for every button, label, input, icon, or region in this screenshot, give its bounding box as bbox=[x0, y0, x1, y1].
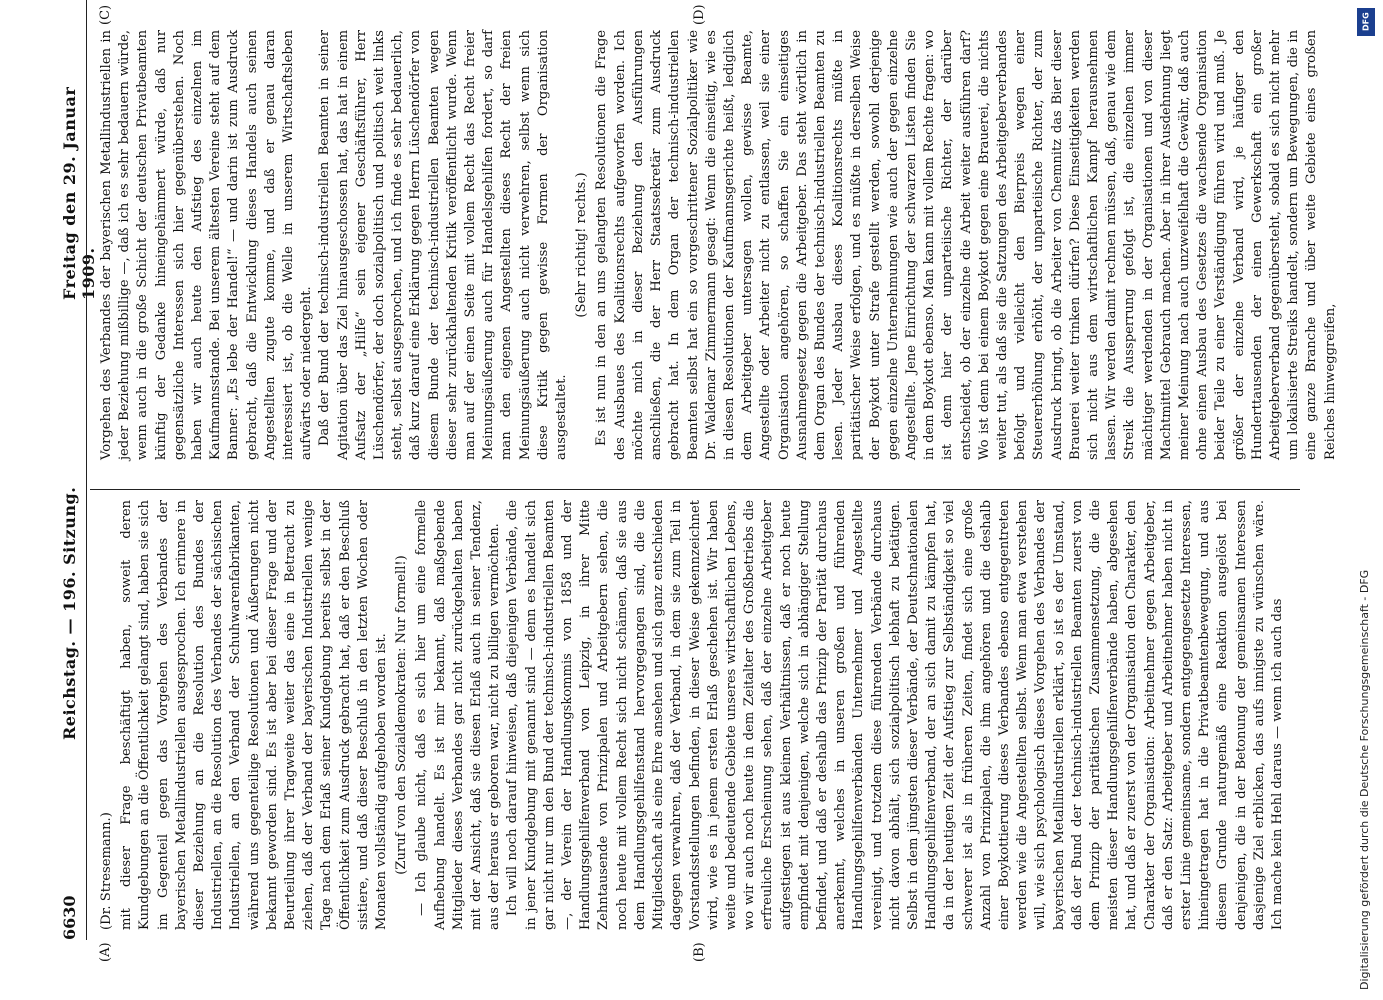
speaker-label: (Dr. Stresemann.) bbox=[99, 812, 114, 930]
header-rule bbox=[86, 0, 87, 940]
session-title: Reichstag. — 196. Sitzung. bbox=[60, 486, 79, 740]
dfg-logo: DFG bbox=[1357, 8, 1375, 36]
paragraph: Ich will noch darauf hinweisen, daß diejenigen Verbände, die in jener Kundgebung mit genannt sind — denn es handelt sich gar nicht nur um den Bund der technisch-industriellen Beamten —, der Verein der Handlungskommis von 1858 und der Handlungsgehilfenverband von Leipzig, in ihrer Mitte Zehntausende von Prinzipalen und Arbeitgebern sehen, die noch heute mit vollem Recht sich nicht schämen, daß sie aus dem Handlungsgehilfenstand hervorgegangen sind, die die Mitgliedschaft als eine Ehre ansehen und sich ganz entschieden dagegen verwahren, daß der Verband, in dem sie zum Teil in Vorstandsstellungen befinden, in dieser Weise gekennzeichnet wird, wie es in jenem ersten Erlaß geschehen ist. Wir haben weite und bedeutende Gebiete unseres wirtschaftlichen Lebens, wo wir auch noch heute in dem Zeitalter des Großbetriebs die erfreuliche Erscheinung sehen, daß der einzelne Arbeitgeber aufgestiegen ist aus kleinen Verhältnissen, daß er noch heute empfindet mit denjenigen, welche sich in abhängiger Stellung befindet, und daß er deshalb das Prinzip der Parität durchaus anerkennt, welches in unseren großen und führenden Handlungsgehilfenverbänden Unternehmer und Angestellte vereinigt, und trotzdem diese führenden Verbände durchaus nicht davon abhält, sich sozialpolitisch lebhaft zu betätigen. Selbst in dem jüngsten dieser Verbände, der Deutschnationalen Handlungsgehilfenverband, der an sich damit zu kämpfen hat, da in der heutigen Zeit der Aufstieg zur Selbständigkeit so viel schwerer ist als in früheren Zeiten, findet sich eine große Anzahl von Prinzipalen, die ihm angehören und die deshalb einer Boykottierung dieses Verbandes ebenso entgegentreten werden wie die Angestellten selbst. Wenn man etwa verstehen will, wie sich psychologisch dieses Vorgehen des Verbandes der bayerischen Metallindustriellen erklärt, so ist es der Umstand, daß der Bund der technisch-industriellen Beamten zuerst von dem Prinzip der paritätischen Zusammensetzung, die die meisten dieser Handlungsgehilfenverbände haben, abgesehen hat, und daß er zuerst von der Organisation den Charakter, den Charakter der Organisation: Arbeitnehmer gegen Arbeitgeber, daß er den Satz: Arbeitgeber und Arbeitnehmer haben nicht in erster Linie gemeinsame, sondern entgegengesetzte Interessen, hineingetragen hat in die Privatbeamtenbewegung, und aus diesem Grunde naturgemäß eine Reaktion ausgelöst bei denjenigen, die in der Betonung der gemeinsamen Interessen dasjenige Ziel erblicken, das aufs innigste zu wünschen wäre. Ich mache kein Hehl daraus — wenn ich auch das bbox=[505, 500, 1285, 930]
interjection: (Zuruf von den Sozialdemokraten: Nur formell!) bbox=[394, 555, 410, 875]
interjection: (Sehr richtig! rechts.) bbox=[574, 172, 590, 318]
paragraph: mit dieser Frage beschäftigt haben, soweit deren Kundgebungen an die Öffentlichkeit gelangt sind, haben sie sich im Gegenteil gegen das Vorgehen des Verbandes der bayerischen Metallindustriellen ausgesprochen. Ich erinnere in dieser Beziehung an die Resolution des Bundes der Industriellen, an die Resolution des Verbandes der sächsischen Industriellen, an den Verband der Schuhwarenfabrikanten, während uns gegenteilige Resolutionen und Äußerungen nicht bekannt geworden sind. Es ist aber bei dieser Frage und der Beurteilung ihrer Tragweite weiter das eine in Betracht zu ziehen, daß der Verband der bayerischen Industriellen wenige Tage nach dem Erlaß seiner Kundgebung bereits selbst in der Öffentlichkeit zum Ausdruck gebracht hat, daß er den Beschluß sistiere, und daß dieser Beschluß in den letzten Wochen oder Monaten vollständig aufgehoben worden ist. bbox=[119, 500, 390, 930]
page-header bbox=[58, 60, 98, 940]
margin-marker-d: (D) bbox=[692, 4, 707, 25]
margin-marker-a: (A) bbox=[98, 942, 113, 962]
column-divider bbox=[90, 489, 1300, 490]
margin-marker-c: (C) bbox=[98, 4, 113, 25]
paragraph: Es ist nun in den an uns gelangten Resolutionen die Frage des Ausbaues des Koalitionsrechts aufgeworfen worden. Ich möchte mich in dieser Beziehung den Ausführungen anschließen, die der Herr Staatssekretär zum Ausdruck gebracht hat. In dem Organ der technisch-industriellen Beamten selbst hat ein so vorgeschrittener Sozialpolitiker wie Dr. Waldemar Zimmermann gesagt: Wenn die einseitig, wie es in diesen Resolutionen der Kaufmannsgerichte heißt, lediglich dem Arbeitgeber untersagen wollen, gewisse Beamte, Angestellte oder Arbeiter nicht zu entlassen, weil sie einer Organisation angehören, so schaffen Sie ein einseitiges Ausnahmegesetz gegen die Arbeitgeber. Das steht wörtlich in dem Organ des Bundes der technisch-industriellen Beamten zu lesen. Jeder Ausbau dieses Koalitionsrechts müßte in paritätischer Weise erfolgen, und es müßte in derselben Weise der Boykott unter Strafe gestellt werden, sowohl derjenige gegen einzelne Unternehmungen wie auch der gegen einzelne Angestellte. Jene Einrichtung der schwarzen Listen finden Sie in dem Boykott ebenso. Man kann mit vollem Rechte fragen: wo ist denn hier der unparteiische Richter, der darüber entscheidet, ob der einzelne die Arbeit weiter ausführen darf? Wo ist denn bei einem Boykott gegen eine Brauerei, die nichts weiter tut, als daß sie die Satzungen des Arbeitgeberverbandes befolgt und vielleicht den Bierpreis wegen einer Steuererhöhung erhöht, der unparteiische Richter, der zum Ausdruck bringt, ob die Arbeiter von Chemnitz das Bier dieser Brauerei weiter trinken dürfen? Diese Einseitigkeiten werden sich nicht aus dem wirtschaftlichen Kampf herausnehmen lassen. Wir werden damit rechnen müssen, daß, genau wie dem Streik die Aussperrung gefolgt ist, die einzelnen immer mächtiger werdenden in der Organisationen und von dieser Machtmittel Gebrauch machen. Aber in ihrer Ausdehnung liegt meiner Meinung nach auch unzweifelhaft die Gewähr, daß auch ohne einen Ausbau des Gesetzes die wachsende Organisation beider Teile zu einer Verständigung führen wird und muß. Je größer der einzelne Verband wird, je häufiger den Hunderttausenden der einen Gewerkschaft ein großer Arbeitgeberverband gegenübersteht, sobald es sich nicht mehr um lokalisierte Streiks handelt, sondern um Bewegungen, die in eine ganze Branche und über weite Gebiete eines großen Reiches hinweggreifen, bbox=[594, 30, 1338, 460]
right-column bbox=[98, 30, 1338, 460]
margin-marker-b: (B) bbox=[692, 942, 707, 962]
paragraph: Daß der Bund der technisch-industriellen Beamten in seiner Agitation über das Ziel hinausgeschossen hat, das hat in einem Aufsatz der „Hilfe“ sein eigener Geschäftsführer, Herr Lüschendörfer, der doch sozialpolitisch und politisch weit links steht, selbst ausgesprochen, und ich finde es sehr bedauerlich, daß kurz darauf eine Erklärung gegen Herrn Lüschendörfer von diesem Bunde der technisch-industriellen Beamten wegen dieser sehr zurückhaltenden Kritik veröffentlicht wurde. Wenn man auf der einen Seite mit vollem Recht das Recht freier Meinungsäußerung auch für Handelsgehilfen fordert, so darf man den eigenen Angestellten dieses Recht der freien Meinungsäußerung auch nicht verwehren, selbst wenn sich diese Kritik gegen gewisse Formen der Organisation ausgestaltet. bbox=[317, 30, 570, 460]
dfg-credit-text: Digitalisierung gefördert durch die Deutsche Forschungsgemeinschaft - DFG bbox=[1358, 569, 1371, 990]
paragraph: — Ich glaube nicht, daß es sich hier um eine formelle Aufhebung handelt. Es ist mir bekannt, daß maßgebende Mitglieder dieses Verbandes gar nicht zurückgehalten haben mit der Ansicht, daß sie diesen Erlaß auch in seiner Tendenz, aus der heraus er geboren war, nicht zu billigen vermöchten. bbox=[414, 500, 503, 930]
date-title: Freitag den 29. Januar 1909. bbox=[60, 86, 98, 300]
page-number: 6630 bbox=[60, 895, 79, 940]
left-column bbox=[98, 500, 1298, 930]
paragraph: Vorgehen des Verbandes der bayerischen Metallindustriellen in jeder Beziehung mißbillige —, daß ich es sehr bedauern würde, wenn auch in die große Schicht der deutschen Privatbeamten künftig der Gedanke hineingehämmert würde, daß nur gegensätzliche Interessen sich hier gegenüberstehen. Noch haben wir auch heute den Aufstieg des einzelnen im Kaufmannsstande. Bei unserem ältesten Vereine steht auf dem Banner: „Es lebe der Handel!“ — und darin ist zum Ausdruck gebracht, daß die Entwicklung dieses Handels auch seinen Angestellten zugute komme, und daß er genau daran interessiert ist, ob die Welle in unserem Wirtschaftsleben aufwärts oder niedergeht. bbox=[99, 30, 315, 460]
